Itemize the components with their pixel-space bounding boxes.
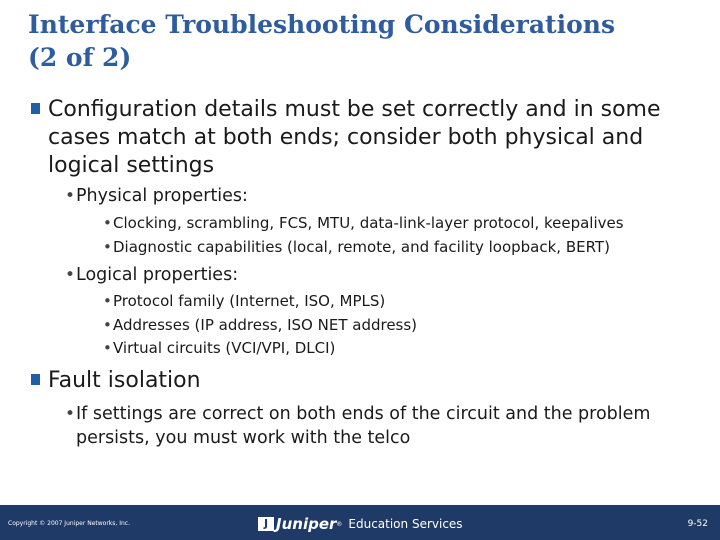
bullet-text: Diagnostic capabilities (local, remote, and facility loopback, BERT) <box>113 237 610 256</box>
physical-item-2 <box>103 236 703 260</box>
dot-bullet-icon: • <box>65 186 76 206</box>
registered-mark-icon: ® <box>336 520 343 528</box>
logical-item-2 <box>103 314 703 338</box>
bullet-logical <box>65 263 696 287</box>
brand-name: Juniper <box>276 515 337 533</box>
bullet-text: Physical properties: <box>76 186 248 206</box>
page-title <box>28 8 708 74</box>
bullet-text: Protocol family (Internet, ISO, MPLS) <box>113 292 386 310</box>
logical-item-3 <box>103 337 703 361</box>
title-line-2: (2 of 2) <box>28 43 132 72</box>
juniper-logo <box>258 515 463 533</box>
bullet-text: Fault isolation <box>48 367 201 393</box>
copyright-text: Copyright © 2007 Juniper Networks, Inc. <box>8 520 130 527</box>
square-bullet-icon <box>31 103 40 114</box>
dot-bullet-icon: • <box>103 315 112 334</box>
bullet-text: Logical properties: <box>76 265 239 285</box>
bullet-text: Configuration details must be set correctly and in some cases match at both ends; consider both physical and logical settings <box>48 97 661 178</box>
bullet-text: Addresses (IP address, ISO NET address) <box>113 315 418 334</box>
physical-item-1 <box>103 212 703 236</box>
bullet-text: Virtual circuits (VCI/VPI, DLCI) <box>113 339 336 357</box>
brand-subtitle: Education Services <box>348 517 463 531</box>
dot-bullet-icon: • <box>103 214 112 232</box>
dot-bullet-icon: • <box>65 265 76 285</box>
square-bullet-icon <box>31 374 40 385</box>
bullet-text: Clocking, scrambling, FCS, MTU, data-link-layer protocol, keepalives <box>113 214 624 232</box>
bullet-fault-isolation <box>48 367 698 395</box>
bullet-physical <box>65 184 696 208</box>
slide-number: 9-52 <box>687 519 708 529</box>
dot-bullet-icon: • <box>103 237 112 256</box>
dot-bullet-icon: • <box>103 292 112 310</box>
dot-bullet-icon: • <box>65 403 76 424</box>
title-line-1: Interface Troubleshooting Considerations <box>28 10 616 39</box>
dot-bullet-icon: • <box>103 339 112 357</box>
bullet-text: If settings are correct on both ends of the circuit and the problem persists, you must work with the telco <box>76 403 651 448</box>
juniper-logo-icon: J <box>258 517 274 531</box>
fault-item-1 <box>65 402 696 450</box>
footer-bar <box>0 505 720 540</box>
slide-content <box>0 96 720 450</box>
bullet-configuration <box>48 96 698 180</box>
logical-item-1 <box>103 290 703 314</box>
